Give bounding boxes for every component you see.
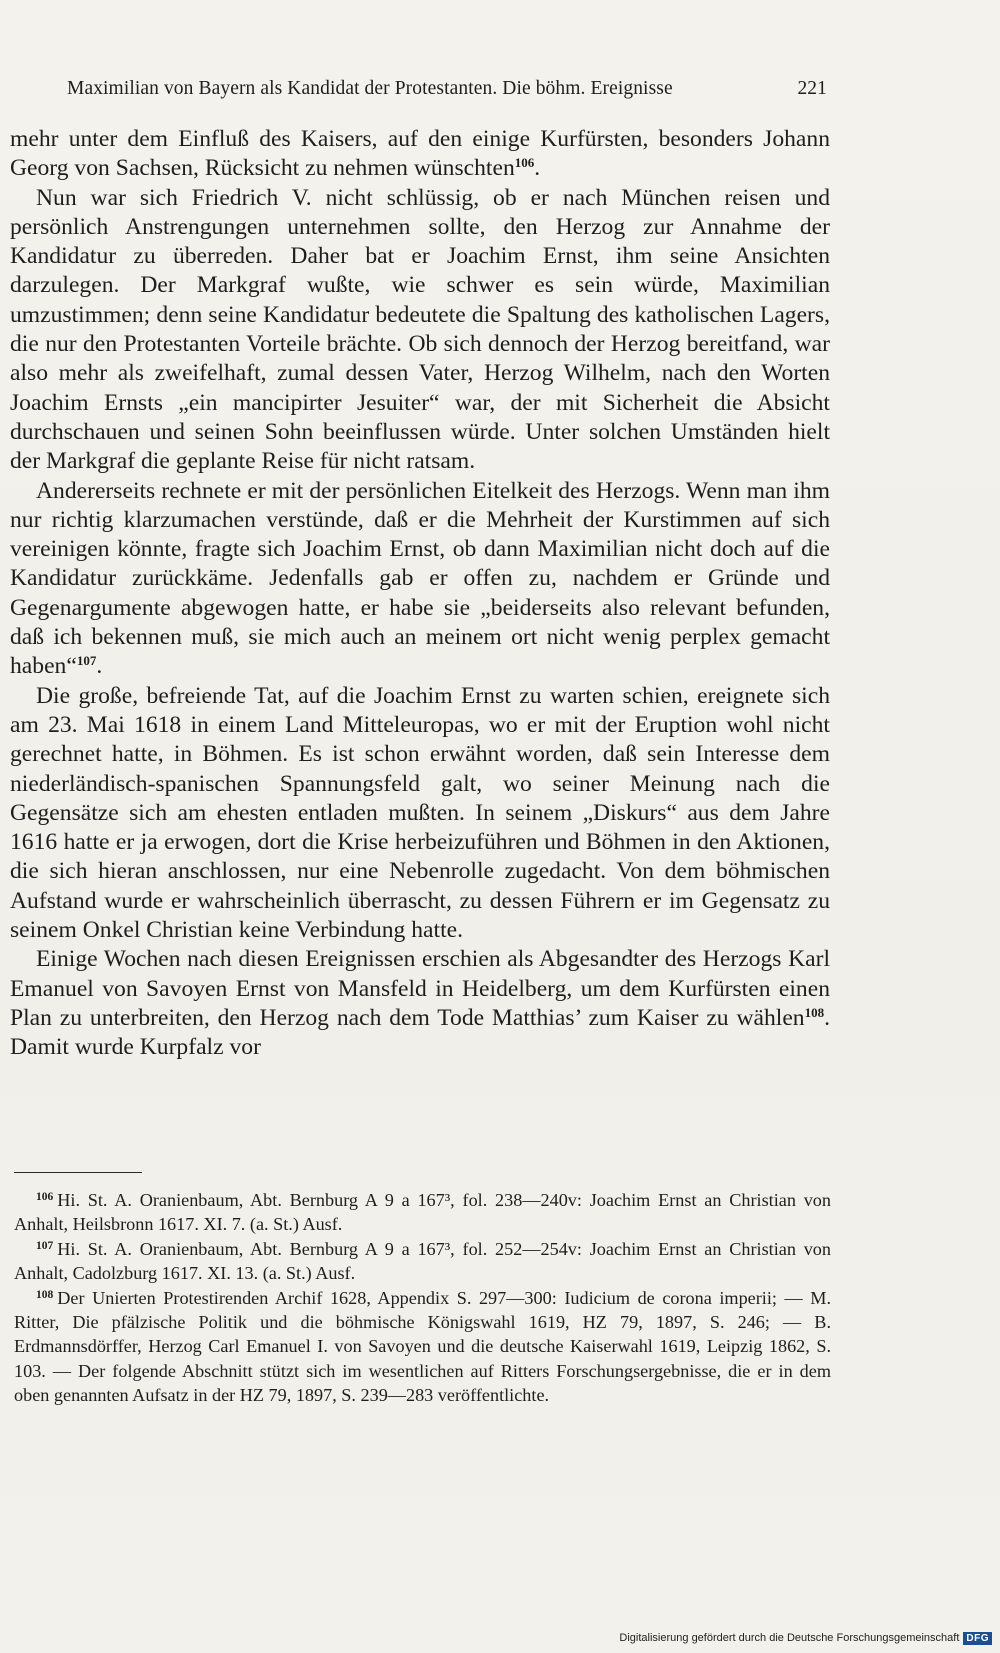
footnote-reference: 106: [514, 155, 535, 171]
paragraph: [10, 125, 830, 184]
paragraph: [10, 945, 830, 1062]
footnote: [14, 1286, 831, 1408]
footnote-separator: [14, 1172, 142, 1173]
footnote-text: Hi. St. A. Oranienbaum, Abt. Bernburg A 9 a 167³, fol. 238—240v: Joachim Ernst an Christian von Anhalt, Heilsbronn 1617. XI. 7. (a. St.) Ausf.: [14, 1190, 831, 1235]
footnote-number: 108: [36, 1288, 54, 1301]
footnote-text: Hi. St. A. Oranienbaum, Abt. Bernburg A 9 a 167³, fol. 252—254v: Joachim Ernst an Christian von Anhalt, Cadolzburg 1617. XI. 13. (a. St.) Ausf.: [14, 1238, 831, 1284]
footnote-number: 106: [36, 1191, 54, 1203]
paragraph-text: .: [96, 653, 103, 680]
page-number: 221: [797, 78, 827, 99]
paragraph-text: Die große, befreiende Tat, auf die Joachim Ernst zu warten schien, ereignete sich am 23. Mai 1618 in einem Land Mitteleuropas, wo er mit der Eruption wohl nicht gerechnet hatte, in Böhmen. Es ist schon erwähnt worden, daß sein Interesse dem niederländisch-spanischen Spannungsfeld galt, wo seiner Meinung nach die Gegensätze sich am ehesten entladen mußten. In seinem „Diskurs“ aus dem Jahre 1616 hatte er ja erwogen, dort die Krise herbeizuführen und Böhmen in den Aktionen, die sich hieran anschlossen, nur eine Nebenrolle zugedacht. Von dem böhmischen Aufstand wurde er wahrscheinlich überrascht, zu dessen Führern er im Gegensatz zu seinem Onkel Christian keine Verbindung hatte.: [10, 682, 830, 944]
running-head-title: Maximilian von Bayern als Kandidat der Protestanten. Die böhm. Ereignisse: [67, 78, 673, 99]
footnote-number: 107: [36, 1239, 54, 1252]
paragraph-text: Andererseits rechnete er mit der persönlichen Eitelkeit des Herzogs. Wenn man ihm nur richtig klarzumachen verstünde, daß er die Mehrheit der Kurstimmen auf sich vereinigen könnte, fragte sich Joachim Ernst, ob dann Maximilian nicht doch auf die Kandidatur zurückkäme. Jedenfalls gab er offen zu, nachdem er Gründe und Gegenargumente abgewogen hatte, er habe sie „beiderseits also relevant befunden, daß ich bekennen muß, sie mich auch an meinem ort nicht wenig perplex gemacht haben“: [10, 477, 830, 680]
paragraph: [10, 184, 830, 477]
footnote-reference: 107: [76, 653, 97, 669]
digitization-credit: [619, 1629, 992, 1647]
footnotes: [14, 1188, 831, 1408]
footnote: [14, 1188, 831, 1237]
running-head: [67, 78, 827, 100]
credit-text: Digitalisierung gefördert durch die Deutsche Forschungsgemeinschaft: [619, 1632, 960, 1644]
footnote-text: Der Unierten Protestirenden Archif 1628, Appendix S. 297—300: Iudicium de corona imperii; — M. Ritter, Die pfälzische Politik und die böhmische Königswahl 1619, HZ 79, 1897, S. 246; — B. Erdmannsdörffer, Herzog Carl Emanuel I. von Savoyen und die deutsche Kaiserwahl 1619, Leipzig 1862, S. 103. — Der folgende Abschnitt stützt sich im wesentlichen auf Ritters Forschungsergebnisse, die er in dem oben genannten Aufsatz in der HZ 79, 1897, S. 239—283 veröffentlichte.: [14, 1287, 831, 1406]
main-text: [10, 125, 830, 1063]
paragraph-text: . Damit wurde Kurpfalz vor: [10, 1004, 830, 1061]
paragraph-text: .: [534, 155, 541, 182]
paragraph: [10, 477, 830, 682]
paragraph-text: mehr unter dem Einfluß des Kaisers, auf den einige Kurfürsten, besonders Johann Georg von Sachsen, Rücksicht zu nehmen wünschten: [10, 126, 830, 182]
paragraph: [10, 682, 830, 946]
footnote: [14, 1237, 831, 1286]
footnote-reference: 108: [804, 1004, 825, 1020]
paragraph-text: Nun war sich Friedrich V. nicht schlüssig, ob er nach München reisen und persönlich Anstrengungen unternehmen sollte, den Herzog zur Annahme der Kandidatur zu überreden. Daher bat er Joachim Ernst, ihm seine Ansichten darzulegen. Der Markgraf wußte, wie schwer es sein würde, Maximilian umzustimmen; denn seine Kandidatur bedeutete die Spaltung des katholischen Lagers, die nur den Protestanten Vorteile brächte. Ob sich dennoch der Herzog bereitfand, war also mehr als zweifelhaft, zumal dessen Vater, Herzog Wilhelm, nach den Worten Joachim Ernsts „ein mancipirter Jesuiter“ war, der mit Sicherheit die Absicht durchschauen und seinen Sohn beeinflussen würde. Unter solchen Umständen hielt der Markgraf die geplante Reise für nicht ratsam.: [10, 184, 830, 475]
dfg-logo: DFG: [963, 1632, 992, 1645]
paragraph-text: Einige Wochen nach diesen Ereignissen erschien als Abgesandter des Herzogs Karl Emanuel von Savoyen Ernst von Mansfeld in Heidelberg, um dem Kurfürsten einen Plan zu unterbreiten, den Herzog nach dem Tode Matthias’ zum Kaiser zu wählen: [10, 946, 830, 1031]
